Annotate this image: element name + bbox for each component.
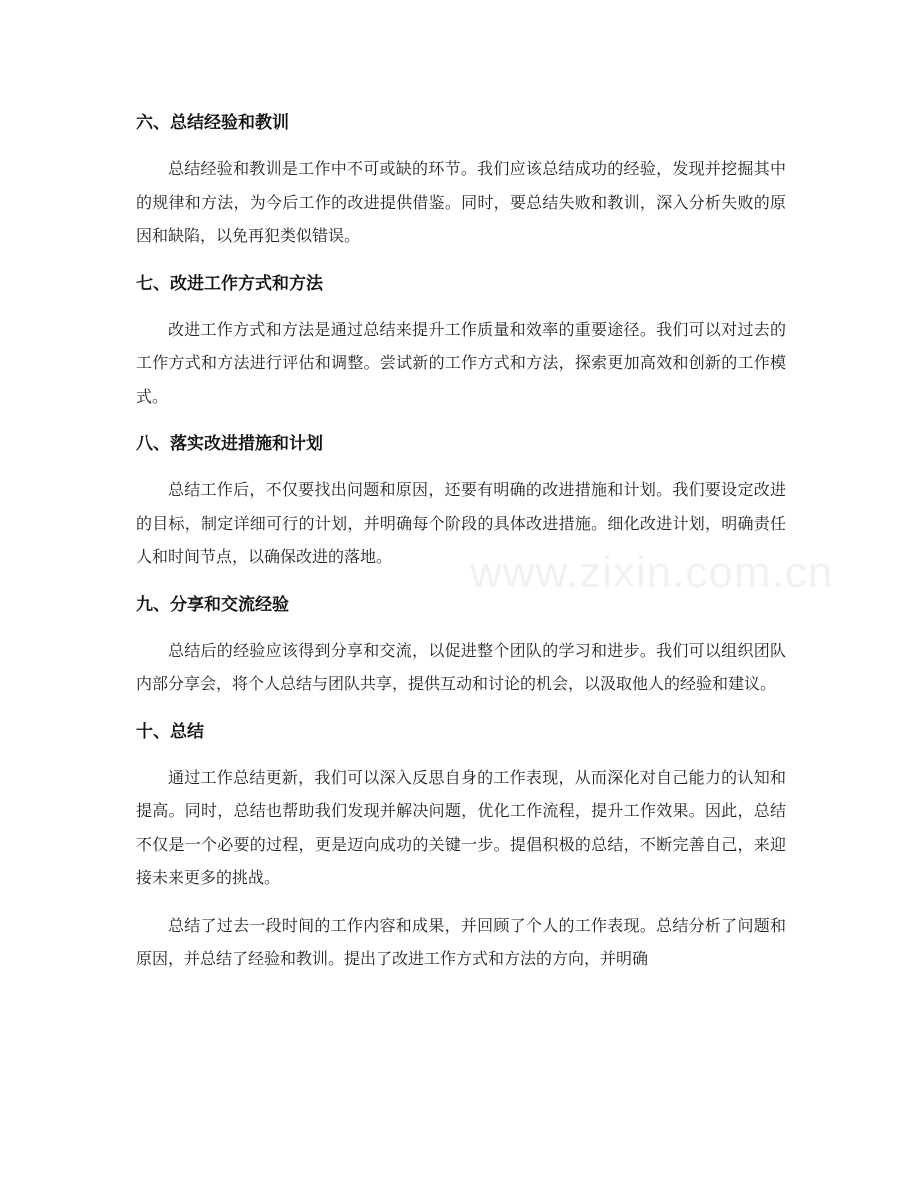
- section-heading: 六、总结经验和教训: [136, 113, 289, 133]
- document-page: [136, 106, 786, 990]
- section-heading: 九、分享和交流经验: [136, 594, 289, 615]
- section-7: [136, 267, 786, 414]
- section-6: [136, 106, 786, 253]
- section-heading: 十、总结: [136, 721, 204, 742]
- section-paragraph: 总结经验和教训是工作中不可或缺的环节。我们应该总结成功的经验，发现并挖掘其中的规律和方法，为今后工作的改进提供借鉴。同时，要总结失败和教训，深入分析失败的原因和缺陷，以免再犯类似错误。: [136, 159, 786, 245]
- section-heading: 七、改进工作方式和方法: [136, 273, 323, 294]
- watermark: www.zixin.com.cn: [470, 548, 834, 597]
- section-paragraph: 改进工作方式和方法是通过总结来提升工作质量和效率的重要途径。我们可以对过去的工作方式和方法进行评估和调整。尝试新的工作方式和方法，探索更加高效和创新的工作模式。: [136, 319, 786, 406]
- section-paragraph: 总结工作后，不仅要找出问题和原因，还要有明确的改进措施和计划。我们要设定改进的目标，制定详细可行的计划，并明确每个阶段的具体改进措施。细化改进计划，明确责任人和时间节点，以确保改进的落地。: [136, 480, 786, 566]
- section-heading: 八、落实改进措施和计划: [136, 434, 323, 454]
- section-8: [136, 427, 786, 574]
- section-10: [136, 715, 786, 976]
- section-paragraph: 总结后的经验应该得到分享和交流，以促进整个团队的学习和进步。我们可以组织团队内部分享会，将个人总结与团队共享，提供互动和讨论的机会，以汲取他人的经验和建议。: [136, 640, 786, 693]
- section-paragraph: 总结了过去一段时间的工作内容和成果，并回顾了个人的工作表现。总结分析了问题和原因，并总结了经验和教训。提出了改进工作方式和方法的方向，并明确: [136, 915, 786, 968]
- section-9: [136, 588, 786, 701]
- section-paragraph: 通过工作总结更新，我们可以深入反思自身的工作表现，从而深化对自己能力的认知和提高。同时，总结也帮助我们发现并解决问题，优化工作流程，提升工作效果。因此，总结不仅是一个必要的过程，更是迈向成功的关键一步。提倡积极的总结，不断完善自己，来迎接未来更多的挑战。: [136, 767, 786, 887]
